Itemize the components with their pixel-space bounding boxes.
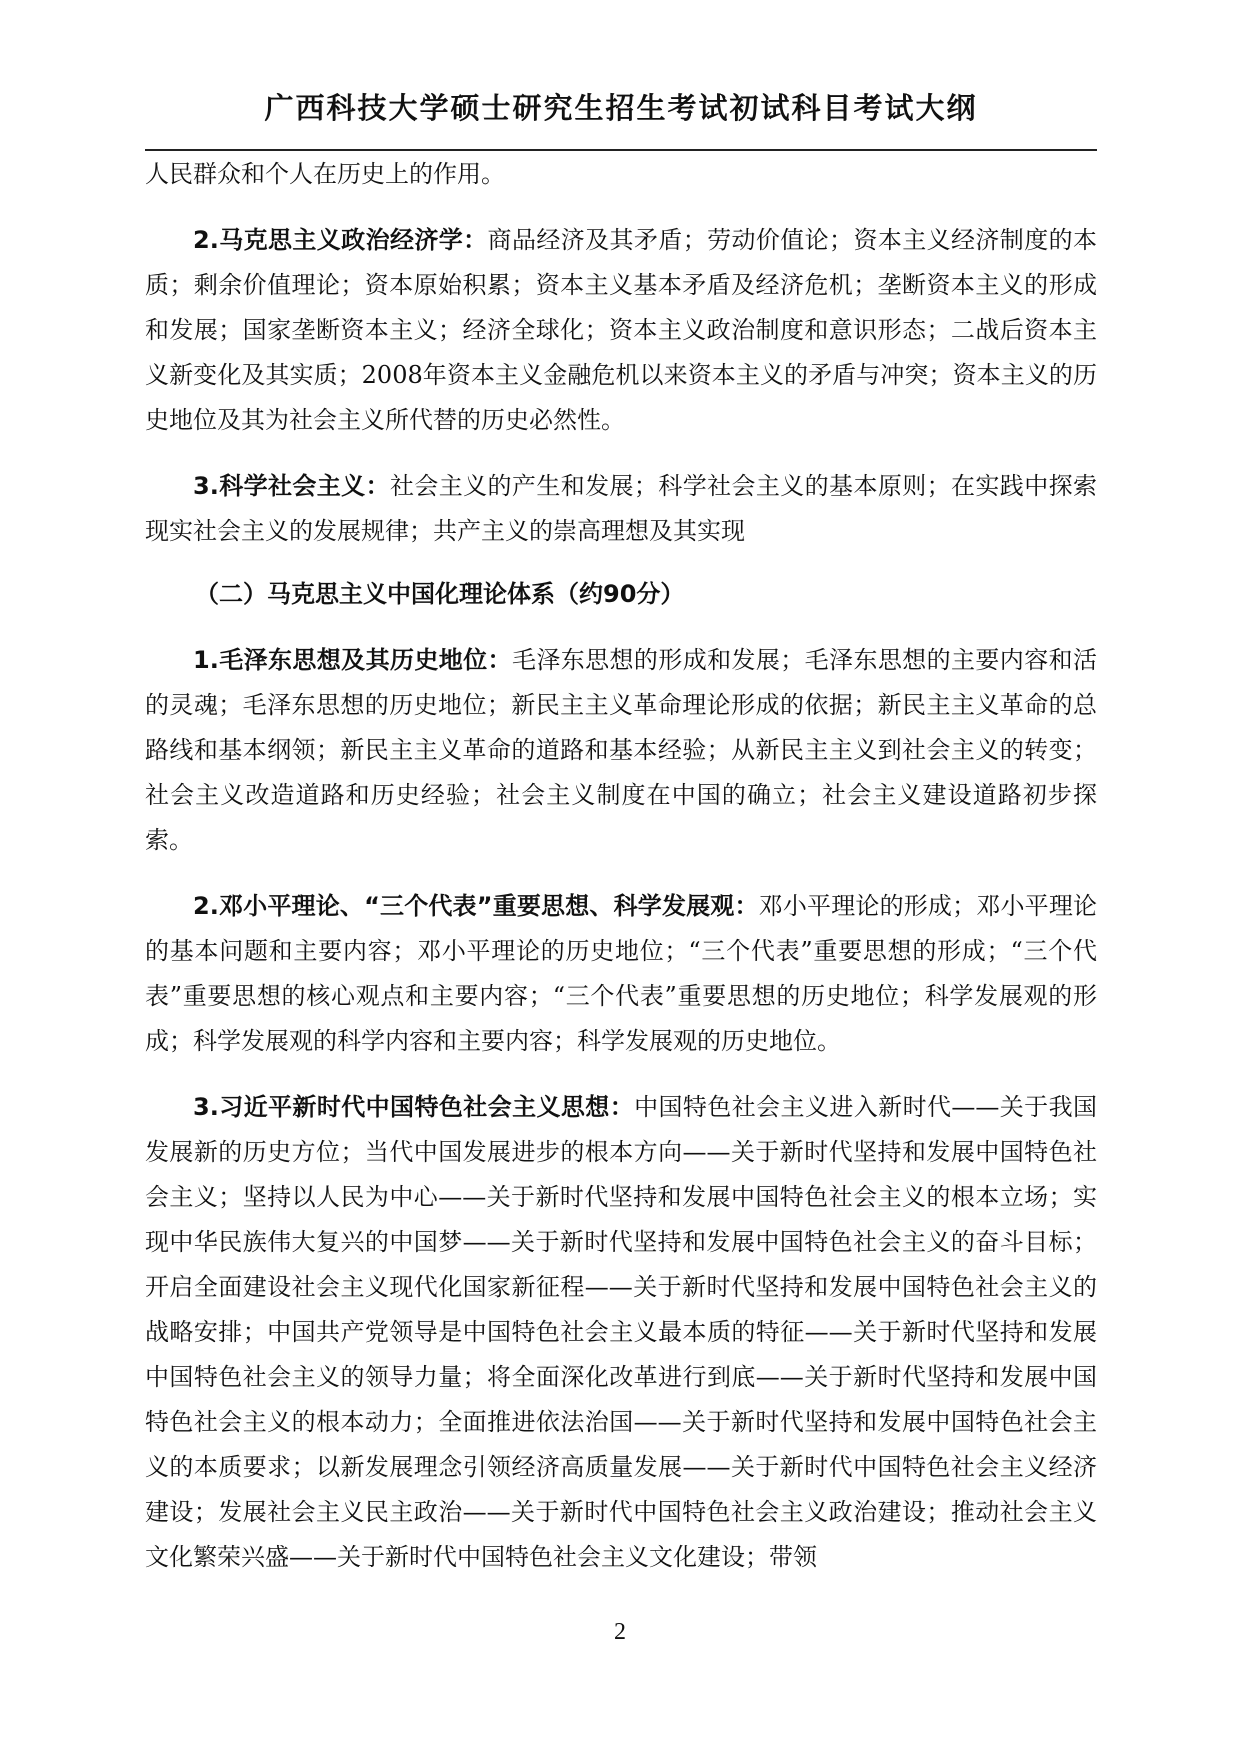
- paragraph-title: 1.毛泽东思想及其历史地位：: [193, 646, 512, 674]
- page-number: 2: [614, 1619, 626, 1645]
- paragraph-title: 3.科学社会主义：: [193, 472, 390, 500]
- paragraph-xi-thought: [145, 1085, 1097, 1580]
- page-header-title: 广西科技大学硕士研究生招生考试初试科目考试大纲: [264, 91, 978, 125]
- continuation-paragraph: 人民群众和个人在历史上的作用。: [145, 160, 505, 188]
- paragraph-text: 中国特色社会主义进入新时代——关于我国发展新的历史方位；当代中国发展进步的根本方向——关于新时代坚持和发展中国特色社会主义；坚持以人民为中心——关于新时代坚持和发展中国特色社会主义的根本立场；实现中华民族伟大复兴的中国梦——关于新时代坚持和发展中国特色社会主义的奋斗目标；开启全面建设社会主义现代化国家新征程——关于新时代坚持和发展中国特色社会主义的战略安排；中国共产党领导是中国特色社会主义最本质的特征——关于新时代坚持和发展中国特色社会主义的领导力量；将全面深化改革进行到底——关于新时代坚持和发展中国特色社会主义的根本动力；全面推进依法治国——关于新时代坚持和发展中国特色社会主义的本质要求；以新发展理念引领经济高质量发展——关于新时代中国特色社会主义经济建设；发展社会主义民主政治——关于新时代中国特色社会主义政治建设；推动社会主义文化繁荣兴盛——关于新时代中国特色社会主义文化建设；带领: [145, 1093, 1097, 1571]
- page-content: [145, 152, 1097, 1580]
- paragraph-title: 2.邓小平理论、“三个代表”重要思想、科学发展观：: [193, 892, 759, 920]
- header-divider: [145, 149, 1097, 151]
- paragraph-text: 邓小平理论的形成；邓小平理论的基本问题和主要内容；邓小平理论的历史地位；“三个代表”重要思想的形成；“三个代表”重要思想的核心观点和主要内容；“三个代表”重要思想的历史地位；科学发展观的形成；科学发展观的科学内容和主要内容；科学发展观的历史地位。: [145, 892, 1097, 1055]
- paragraph-mao-thought: [145, 638, 1097, 863]
- paragraph-text: 毛泽东思想的形成和发展；毛泽东思想的主要内容和活的灵魂；毛泽东思想的历史地位；新民主主义革命理论形成的依据；新民主主义革命的总路线和基本纲领；新民主主义革命的道路和基本经验；从新民主主义到社会主义的转变；社会主义改造道路和历史经验；社会主义制度在中国的确立；社会主义建设道路初步探索。: [145, 646, 1097, 854]
- paragraph-scientific-socialism: [145, 464, 1097, 554]
- paragraph-title: 2.马克思主义政治经济学：: [193, 226, 488, 254]
- paragraph-text: 社会主义的产生和发展；科学社会主义的基本原则；在实践中探索现实社会主义的发展规律；共产主义的崇高理想及其实现: [145, 472, 1097, 545]
- paragraph-deng-theory: [145, 884, 1097, 1064]
- paragraph-title: 3.习近平新时代中国特色社会主义思想：: [193, 1093, 635, 1121]
- paragraph-political-economy: [145, 218, 1097, 443]
- section-heading: （二）马克思主义中国化理论体系（约90分）: [195, 580, 685, 608]
- paragraph-text: 商品经济及其矛盾；劳动价值论；资本主义经济制度的本质；剩余价值理论；资本原始积累；资本主义基本矛盾及经济危机；垄断资本主义的形成和发展；国家垄断资本主义；经济全球化；资本主义政治制度和意识形态；二战后资本主义新变化及其实质；2008年资本主义金融危机以来资本主义的矛盾与冲突；资本主义的历史地位及其为社会主义所代替的历史必然性。: [145, 226, 1097, 434]
